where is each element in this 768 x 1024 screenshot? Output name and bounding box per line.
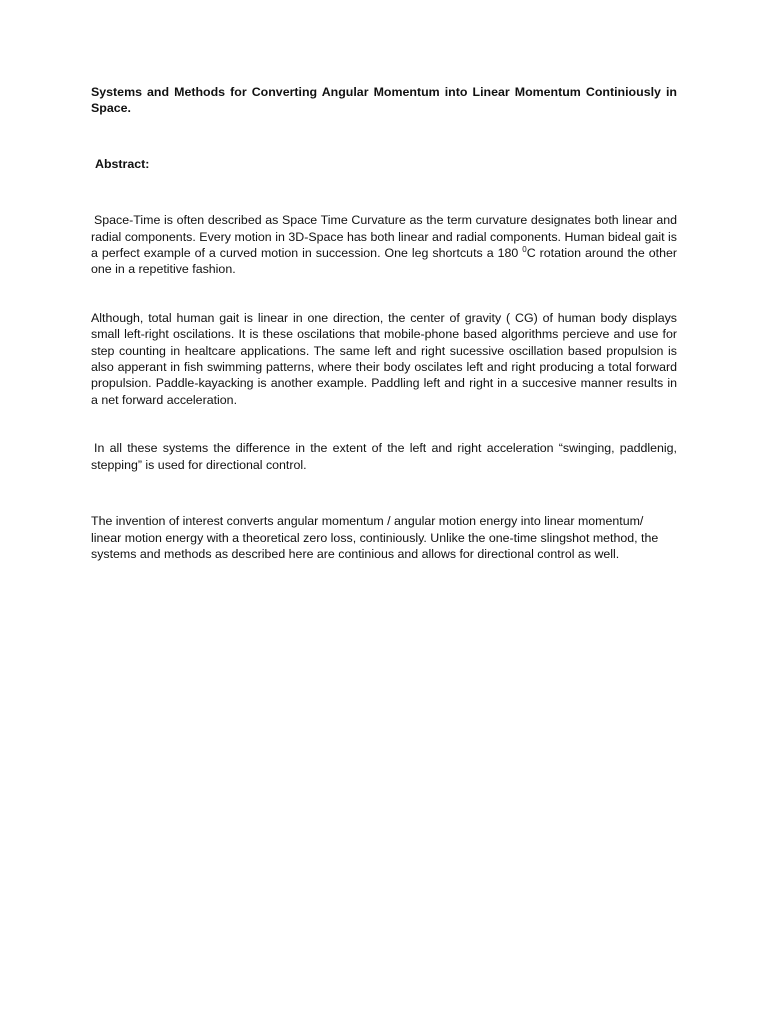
document-title: Systems and Methods for Converting Angular Momentum into Linear Momentum Continiously in Space. [91, 85, 677, 116]
abstract-heading: Abstract: [95, 156, 150, 171]
abstract-paragraph-3: In all these systems the difference in the extent of the left and right acceleration “swinging, paddlenig, stepping” is used for directional control. [91, 441, 677, 472]
document-body [91, 84, 677, 562]
paragraph-1-text-a: Space-Time is often described as Space Time Curvature as the term curvature designates both linear and radial components. Every motion in 3D-Space has both linear and radial components. Human bideal gait is a perfect example of a curved motion in succession. One leg shortcuts a 180 [91, 213, 677, 261]
abstract-paragraph-1 [91, 212, 677, 278]
degree-superscript: 0 [522, 244, 527, 254]
paragraph-1-text-b: C rotation around the other one in a repetitive fashion. [91, 246, 677, 277]
abstract-paragraph-2: Although, total human gait is linear in one direction, the center of gravity ( CG) of human body displays small left-right oscilations. It is these oscilations that mobile-phone based algorithms percieve and use for step counting in healtcare applications. The same left and right sucessive oscillation based propulsion is also apperant in fish swimming patterns, where their body oscilates left and right producing a total forward propulsion. Paddle-kayacking is another example. Paddling left and right in a succesive manner results in a net forward acceleration. [91, 310, 677, 407]
abstract-paragraph-4: The invention of interest converts angular momentum / angular motion energy into linear momentum/ linear motion energy with a theoretical zero loss, continiously. Unlike the one-time slingshot method, the systems and methods as described here are continious and allows for directional control as well. [91, 514, 659, 561]
